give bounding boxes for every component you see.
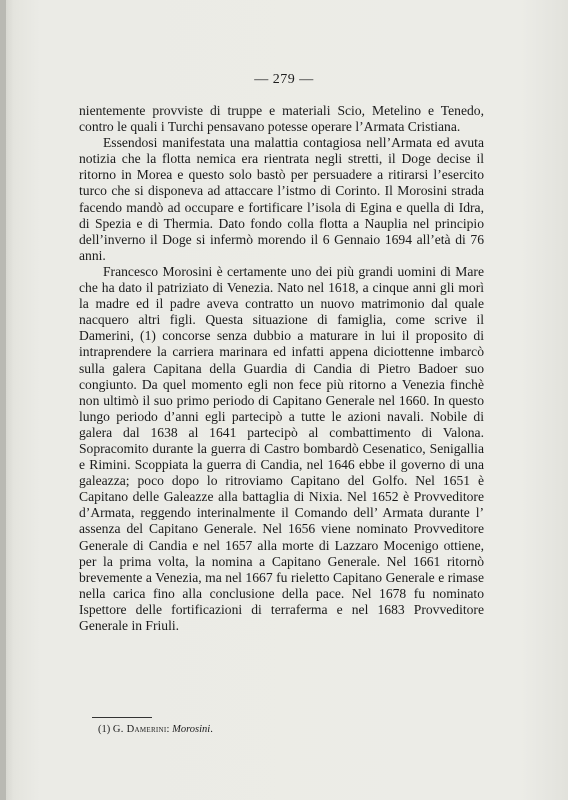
page-spine-shadow xyxy=(0,0,6,800)
footnote xyxy=(98,724,213,735)
paragraph-epidemic-return: Essendosi manifestata una malattia contagiosa nell’Armata ed avuta notizia che la flotta nemica era rientrata negli stretti, il Doge decise il ritorno in Morea e questo solo bastò per persuadere a ritirarsi l’esercito turco che si disponeva ad attaccare l’istmo di Corinto. Il Morosini strada facendo mandò ad occupare e fortificare l’isola di Egina e quella di Idra, di Spezia e di Thermia. Dato fondo colla flotta a Nauplia nel principio dell’inverno il Doge si infermò morendo il 6 Gennaio 1694 all’età di 76 anni. xyxy=(79,135,484,263)
footnote-divider xyxy=(92,717,152,718)
footnote-author: G. Damerini xyxy=(112,724,167,735)
footnote-end: . xyxy=(210,724,213,735)
footnote-separator: : xyxy=(166,724,173,735)
paragraph-continuation: nientemente provviste di truppe e materiali Scio, Metelino e Tenedo, contro le quali i Turchi pensavano potesse operare l’Armata Cristiana. xyxy=(79,103,484,135)
page-number: — 279 — xyxy=(254,72,314,87)
body-text xyxy=(79,103,484,634)
footnote-work-title: Morosini xyxy=(172,724,211,735)
footnote-marker: (1) xyxy=(98,724,113,735)
paragraph-morosini-biography: Francesco Morosini è certamente uno dei più grandi uomini di Mare che ha dato il patriziato di Venezia. Nato nel 1618, a cinque anni gli morì la madre ed il padre aveva contratto un nuovo matrimonio dal quale nacquero altri figli. Questa situazione di famiglia, come scrive il Damerini, (1) concorse senza dubbio a maturare in lui il proposito di intraprendere la carriera marinara ed infatti appena diciottenne imbarcò sulla galera Capitana della Guardia di Candia di Pietro Badoer suo congiunto. Da quel momento egli non fece più ritorno a Venezia finchè non ultimò il suo primo periodo di Capitano Generale nel 1660. In questo lungo periodo d’anni egli partecipò a tutte le azioni navali. Nobile di galera dal 1638 al 1641 partecipò al combattimento di Valona. Sopracomito durante la guerra di Castro bombardò Cesenatico, Senigallia e Rimini. Scoppiata la guerra di Candia, nel 1646 ebbe il governo di una galeazza; poco dopo lo ritroviamo Capitano del Golfo. Nel 1651 è Capitano delle Galeazze alla battaglia di Nixia. Nel 1652 è Provveditore d’Armata, reggendo interinalmente il Comando dell’ Armata durante l’ assenza del Capitano Generale. Nel 1656 viene nominato Provveditore Generale di Candia e nel 1657 alla morte di Lazzaro Mocenigo ottiene, per la prima volta, la nomina a Capitano Generale. Nel 1661 ritornò brevemente a Venezia, ma nel 1667 fu rieletto Capitano Generale e rimase nella carica fino alla conclusione della pace. Nel 1678 fu nominato Ispettore delle fortificazioni di terraferma e nel 1683 Provveditore Generale in Friuli. xyxy=(79,263,484,633)
